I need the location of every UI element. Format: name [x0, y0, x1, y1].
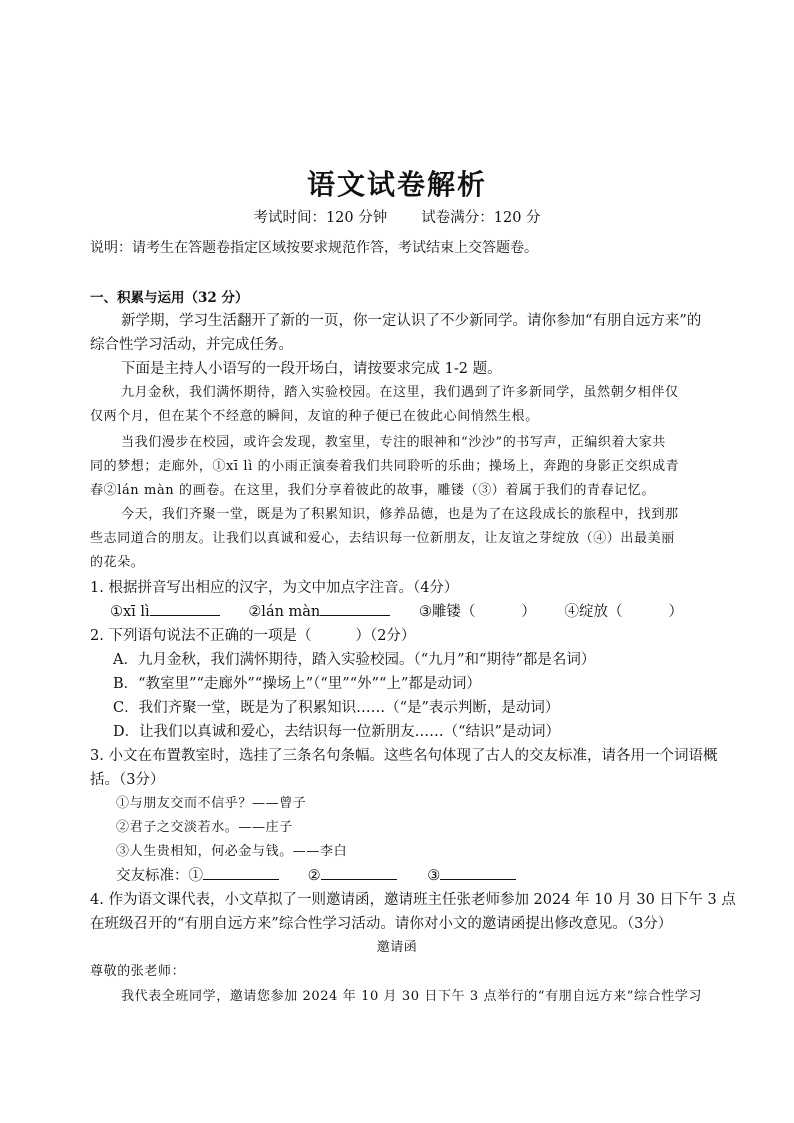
q3-answer-blank-1[interactable]	[203, 865, 279, 880]
q1-answer-blank-1[interactable]	[150, 601, 220, 616]
letter-body: 我代表全班同学，邀请您参加 2024 年 10 月 30 日下午 3 点举行的“有朋自远方来”综合性学习	[121, 989, 702, 1004]
question-3-stem: 3. 小文在布置教室时，选挂了三条名句条幅。这些名句体现了古人的交友标准，请各用一个词语概	[90, 748, 718, 764]
exam-meta	[0, 206, 794, 227]
q3-answer-row	[116, 864, 516, 885]
q3-answer-blank-2[interactable]	[321, 865, 397, 880]
q3-quote: ②君子之交淡若水。——庄子	[116, 820, 293, 835]
question-4-stem: 在班级召开的“有朋自远方来”综合性学习活动。请你对小文的邀请函提出修改意见。（3分）	[90, 916, 673, 932]
q1-item-label: ①xī lì	[110, 604, 150, 620]
question-1-answers	[110, 600, 683, 621]
exam-time: 考试时间：120 分钟	[253, 210, 388, 226]
passage-line: 今天，我们齐聚一堂，既是为了积累知识，修养品德，也是为了在这段成长的旅程中，找到那	[121, 507, 679, 522]
q3-answer-label: ③	[427, 868, 441, 884]
q3-answer-blank-3[interactable]	[440, 865, 516, 880]
exam-score: 试卷满分：120 分	[421, 210, 541, 226]
question-3-stem: 括。（3分）	[90, 772, 165, 788]
passage-line: 同的梦想；走廊外，①xī lì 的小雨正演奏着我们共同聆听的乐曲；操场上，奔跑的身影正交织成青	[90, 459, 680, 474]
question-1-stem: 1. 根据拼音写出相应的汉字，为文中加点字注音。（4分）	[90, 580, 459, 596]
question-4-stem: 4. 作为语文课代表，小文草拟了一则邀请函，邀请班主任张老师参加 2024 年 10 月 30 日下午 3 点	[90, 892, 736, 908]
intro-line: 综合性学习活动，并完成任务。	[90, 337, 293, 353]
letter-salutation: 尊敬的张老师：	[90, 964, 186, 979]
q2-option-a: A．九月金秋，我们满怀期待，踏入实验校园。（“九月”和“期待”都是名词）	[113, 652, 596, 668]
q2-option-b: B．“教室里”“走廊外”“操场上”（“里”“外”“上”都是动词）	[113, 676, 481, 692]
q1-item-label: ②lán màn	[248, 604, 321, 620]
passage-line: 些志同道合的朋友。让我们以真诚和爱心，去结识每一位新朋友，让友谊之芽绽放（④）出最美丽	[90, 531, 675, 546]
intro-line: 新学期，学习生活翻开了新的一页，你一定认识了不少新同学。请你参加“有朋自远方来”的	[121, 313, 702, 329]
passage-line: 当我们漫步在校园，或许会发现，教室里，专注的眼神和“沙沙”的书写声，正编织着大家共	[121, 435, 666, 450]
passage-line: 的花朵。	[90, 555, 145, 570]
q3-quote: ③人生贵相知，何必金与钱。——李白	[116, 844, 348, 859]
passage-line: 春②lán màn 的画卷。在这里，我们分享着彼此的故事，雕镂（③）着属于我们的青春记忆。	[90, 483, 655, 498]
intro-line: 下面是主持人小语写的一段开场白，请按要求完成 1-2 题。	[121, 361, 502, 377]
section-heading: 一、积累与运用（32 分）	[90, 290, 249, 306]
q1-bracket-close: ）	[521, 604, 536, 620]
passage-line: 九月金秋，我们满怀期待，踏入实验校园。在这里，我们遇到了许多新同学，虽然朝夕相伴仅	[121, 385, 679, 400]
question-2-stem	[90, 624, 415, 645]
passage-line: 仅两个月，但在某个不经意的瞬间，友谊的种子便已在彼此心间悄然生根。	[90, 409, 539, 424]
q3-answer-label: ②	[307, 868, 321, 884]
q1-answer-blank-2[interactable]	[320, 601, 390, 616]
instructions-note: 说明：请考生在答题卷指定区域按要求规范作答，考试结束上交答题卷。	[90, 240, 538, 256]
q3-quote: ①与朋友交而不信乎？——曾子	[116, 796, 307, 811]
q2-stem-score: ）（2分）	[355, 628, 416, 644]
page-title: 语文试卷解析	[306, 168, 487, 201]
q2-stem-text: 2. 下列语句说法不正确的一项是（	[90, 628, 312, 644]
letter-title: 邀请函	[376, 940, 418, 955]
q1-item-label: ④绽放（	[564, 604, 623, 620]
q1-bracket-close: ）	[668, 604, 683, 620]
q1-item-label: ③雕镂（	[418, 604, 476, 620]
q2-option-c: C．我们齐聚一堂，既是为了积累知识……（“是”表示判断，是动词）	[113, 700, 560, 716]
q2-option-d: D．让我们以真诚和爱心，去结识每一位新朋友……（“结识”是动词）	[113, 724, 560, 740]
q3-answer-label: 交友标准：①	[116, 868, 203, 884]
